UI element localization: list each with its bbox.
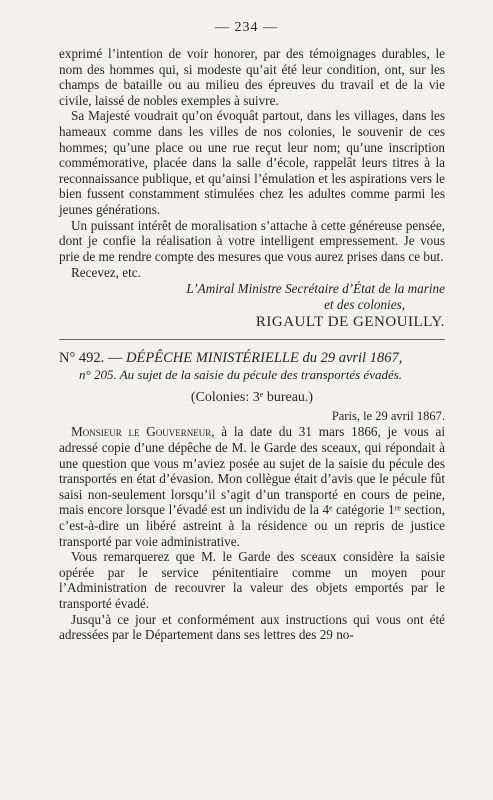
letter2-paragraph-3: Jusqu’à ce jour et conformément aux instructions qui vous ont été adressées par le Département dans ses lettres des 29 no-	[59, 611, 445, 643]
dispatch-date: du 29 avril 1867,	[302, 349, 403, 366]
section-divider	[59, 339, 445, 340]
letter1-closing: Recevez, etc.	[71, 265, 141, 281]
dispatch-title: DÉPÊCHE MINISTÉRIELLE	[126, 349, 299, 366]
letter1-paragraph-2: Sa Majesté voudrait qu’on évoquât partout, dans les villages, dans les hameaux comme dans les villes de nos colonies, le souvenir de ces hommes; qu’une place ou une rue reçut leur nom; qu’une inscription commémorative, placée dans la salle d’école, rappelât leurs titres à la reconnaissance publique, et qu’ainsi l’émulation et les aspirations vers le bien fussent constamment stimulées chez les adultes comme parmi les jeunes générations.	[59, 108, 445, 217]
dateline: Paris, le 29 avril 1867.	[331, 408, 445, 423]
page-body	[59, 46, 445, 643]
dispatch-subheading: n° 205. Au sujet de la saisie du pécule des transportés évadés.	[79, 366, 403, 382]
letter2-paragraph-1	[59, 424, 445, 549]
dispatch-number: N° 492. —	[59, 349, 123, 366]
salutation: Monsieur le Gouverneur,	[71, 424, 215, 440]
letter2-paragraph-1-text: à la date du 31 mars 1866, je vous ai adressé copie d’une dépêche de M. le Garde des sceaux, qui répondait à une question que vous m’aviez posée au sujet de la saisie du pécule des transportés en état d’évasion. Mon collègue était d’avis que le pécule fût saisi non-seulement lorsqu’il s’agit d’un transporté en cours de peine, mais encore lorsque l’évadé est un individu de la 4ᵉ catégorie 1ʳᵉ section, c’est-à-dire un libéré astreint à la résidence ou un repris de justice transporté par voie administrative.	[59, 424, 445, 549]
department-line: (Colonies: 3ᵉ bureau.)	[190, 390, 314, 406]
signature-title-line-1: L’Amiral Ministre Secrétaire d’État de la marine	[186, 280, 445, 296]
page-number: — 234 —	[215, 20, 278, 35]
letter2-paragraph-2: Vous remarquerez que M. le Garde des sceaux considère la saisie opérée par le service pénitentiaire comme un moyen pour l’Administration de recouvrer la valeur des objets emportés par le transporté évadé.	[59, 549, 445, 611]
letter1-paragraph-1: exprimé l’intention de voir honorer, par des témoignages durables, le nom des hommes qui, si modeste qu’ait été leur condition, ont, sur les champs de bataille ou au milieu des épreuves du travail et de la vie civile, laissé de nobles exemples à suivre.	[59, 46, 445, 108]
signature-title-line-2: et des colonies,	[324, 296, 405, 312]
letter1-paragraph-3: Un puissant intérêt de moralisation s’attache à cette généreuse pensée, dont je confie la réalisation à votre intelligent empressement. Je vous prie de me rendre compte des mesures que vous aurez prises dans ce but.	[59, 217, 445, 264]
signature-name: RIGAULT DE GENOUILLY.	[255, 314, 445, 331]
dispatch-heading	[59, 350, 445, 367]
